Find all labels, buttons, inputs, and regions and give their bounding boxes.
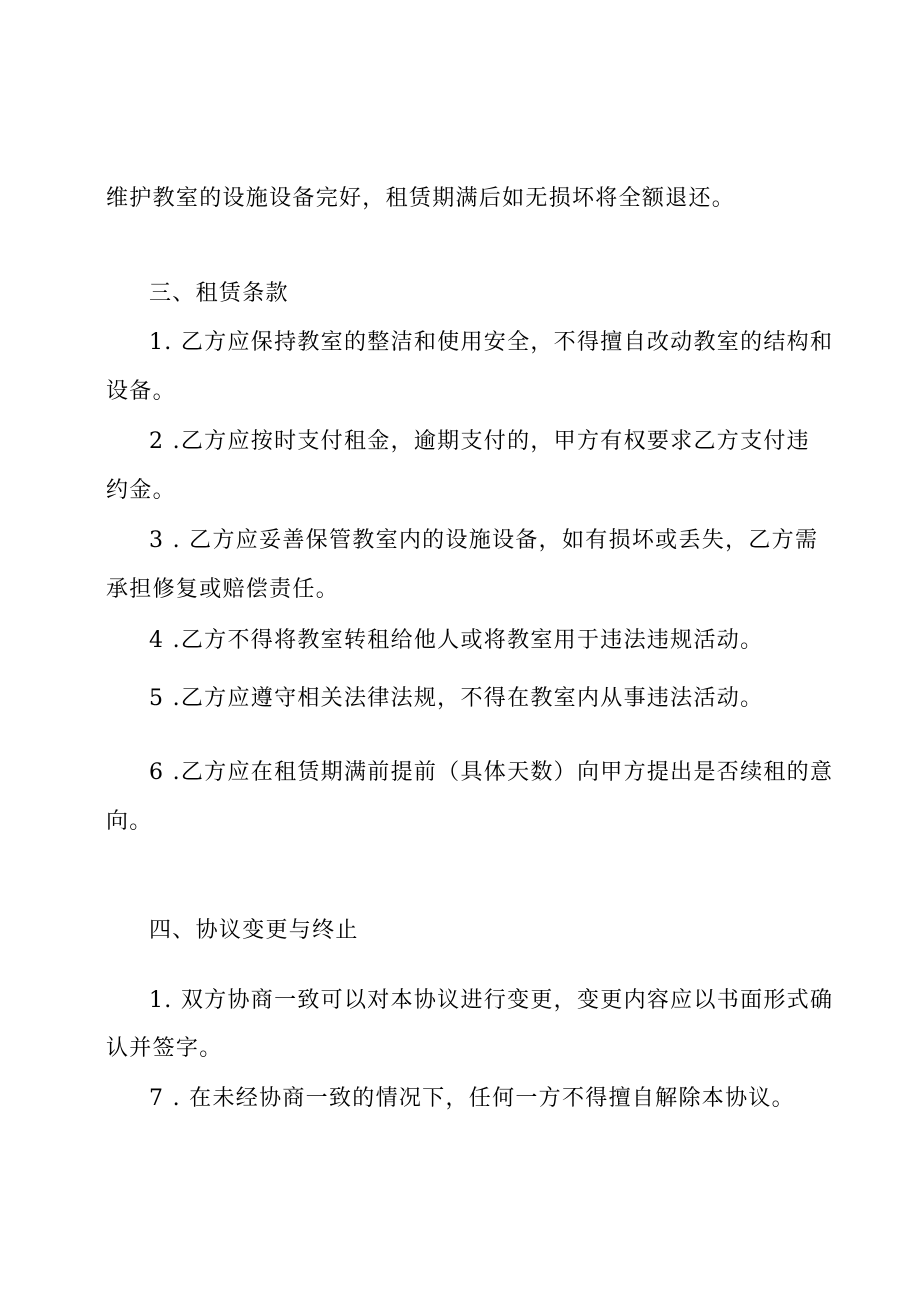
section-3-item-6-line-2: 向。 <box>106 809 153 834</box>
section-3-item-3-line-1: 3 . 乙方应妥善保管教室内的设施设备，如有损坏或丢失，乙方需 <box>149 528 819 553</box>
section-3-heading: 三、租赁条款 <box>149 281 289 306</box>
section-3-item-4: 4 .乙方不得将教室转租给他人或将教室用于违法违规活动。 <box>149 628 764 653</box>
section-4-item-1-line-1: 1. 双方协商一致可以对本协议进行变更，变更内容应以书面形式确 <box>149 988 834 1013</box>
section-4-item-7: 7 . 在未经协商一致的情况下，任何一方不得擅自解除本协议。 <box>149 1086 795 1111</box>
section-3-item-2-line-1: 2 .乙方应按时支付租金，逾期支付的，甲方有权要求乙方支付违 <box>149 429 810 454</box>
intro-continuation-text: 维护教室的设施设备完好，租赁期满后如无损坏将全额退还。 <box>106 186 736 211</box>
section-3-item-1-line-2: 设备。 <box>106 379 176 404</box>
section-4-heading: 四、协议变更与终止 <box>149 918 359 943</box>
section-3-item-2-line-2: 约金。 <box>106 478 176 503</box>
section-4-item-1-line-2: 认并签字。 <box>106 1036 223 1061</box>
section-3-item-1-line-1: 1. 乙方应保持教室的整洁和使用安全，不得擅自改动教室的结构和 <box>149 330 834 355</box>
section-3-item-6-line-1: 6 .乙方应在租赁期满前提前（具体天数）向甲方提出是否续租的意 <box>149 760 834 785</box>
section-3-item-3-line-2: 承担修复或赔偿责任。 <box>106 577 340 602</box>
section-3-item-5: 5 .乙方应遵守相关法律法规，不得在教室内从事违法活动。 <box>149 686 764 711</box>
